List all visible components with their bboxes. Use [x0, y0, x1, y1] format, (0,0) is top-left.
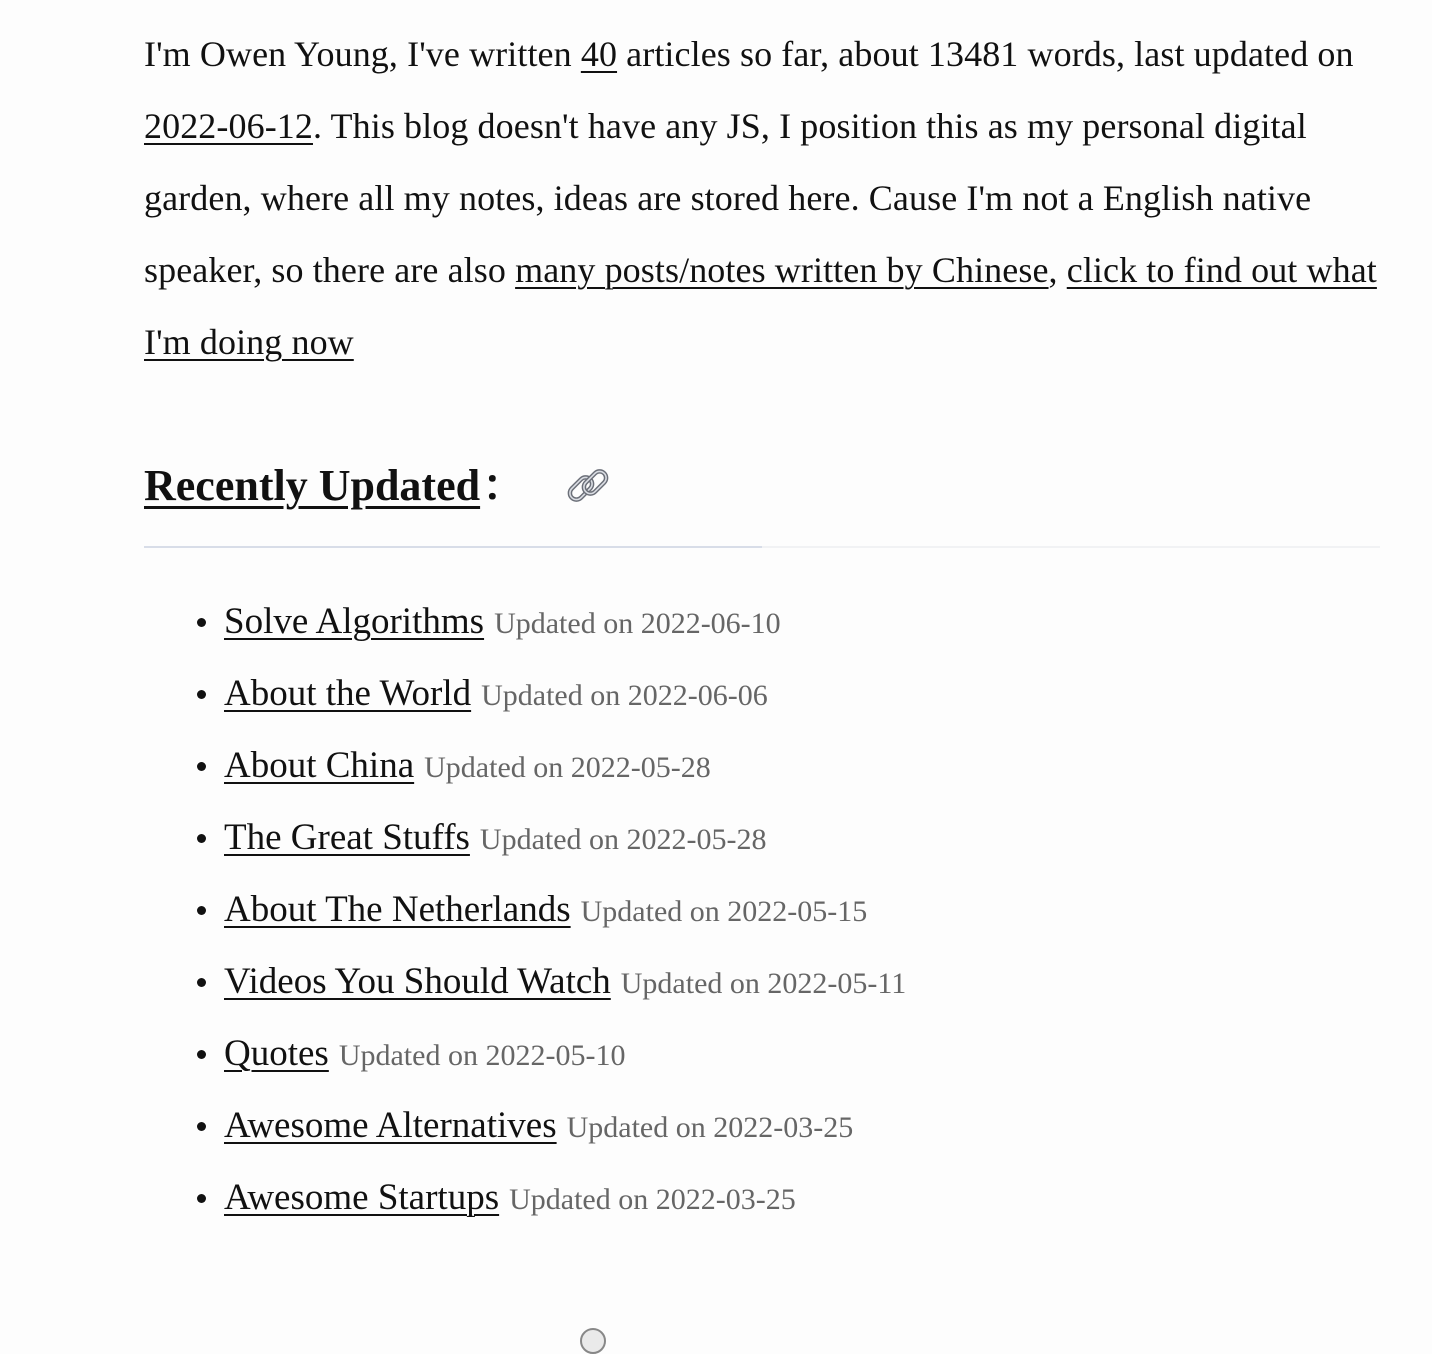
link-icon[interactable]: [564, 462, 612, 510]
post-link[interactable]: About The Netherlands: [224, 889, 571, 930]
chinese-posts-link[interactable]: many posts/notes written by Chinese: [515, 250, 1049, 290]
updated-date: Updated on 2022-05-28: [479, 823, 767, 856]
list-item: [144, 1090, 1384, 1162]
bullet-icon: [197, 618, 206, 627]
post-link[interactable]: Videos You Should Watch: [224, 961, 611, 1002]
intro-paragraph: [144, 18, 1384, 378]
updated-date: Updated on 2022-03-25: [566, 1111, 854, 1144]
article-count-link[interactable]: 40: [580, 34, 618, 74]
heading-colon: ：: [482, 461, 527, 510]
list-item: [144, 730, 1384, 802]
list-item: [144, 1018, 1384, 1090]
updated-date: Updated on 2022-06-06: [481, 679, 768, 712]
page-content: [144, 18, 1384, 1234]
post-link[interactable]: Quotes: [224, 1033, 329, 1074]
bullet-icon: [197, 978, 206, 987]
updated-date: Updated on 2022-03-25: [509, 1183, 796, 1216]
bullet-icon: [197, 762, 206, 771]
list-item: [144, 1162, 1384, 1234]
list-item: [144, 586, 1384, 658]
bullet-icon: [197, 1122, 206, 1131]
recently-updated-link[interactable]: Recently Updated: [144, 461, 481, 510]
post-link[interactable]: Awesome Alternatives: [224, 1105, 557, 1146]
intro-text-2: articles so far, about 13481 words, last updated on: [617, 34, 1354, 74]
last-updated-link[interactable]: 2022-06-12: [144, 106, 313, 146]
recently-updated-list: [144, 586, 1384, 1234]
intro-text-1: I'm Owen Young, I've written: [144, 34, 581, 74]
list-item: [144, 802, 1384, 874]
updated-date: Updated on 2022-05-11: [620, 967, 907, 1000]
bullet-icon: [197, 1050, 206, 1059]
link-icon-svg: [564, 462, 612, 510]
bullet-icon: [197, 1194, 206, 1203]
updated-date: Updated on 2022-05-10: [338, 1039, 626, 1072]
post-link[interactable]: About China: [224, 745, 415, 786]
next-section-icon: [580, 1328, 606, 1354]
updated-date: Updated on 2022-06-10: [494, 607, 781, 640]
bullet-icon: [197, 906, 206, 915]
post-link[interactable]: About the World: [224, 673, 472, 714]
updated-date: Updated on 2022-05-28: [424, 751, 711, 784]
intro-text-3: . This blog doesn't have any JS, I position this as my personal digital garden, where all my notes, ideas are stored here. Cause I'm not a English native speaker, so there are also: [144, 106, 1312, 290]
list-item: [144, 874, 1384, 946]
recently-updated-heading: [144, 458, 1384, 514]
intro-text-4: ,: [1048, 250, 1067, 290]
updated-date: Updated on 2022-05-15: [580, 895, 868, 928]
bullet-icon: [197, 690, 206, 699]
list-item: [144, 658, 1384, 730]
section-divider: [144, 546, 1380, 548]
post-link[interactable]: Solve Algorithms: [224, 601, 485, 642]
now-page-link[interactable]: click to find out what I'm doing now: [144, 250, 1377, 362]
post-link[interactable]: The Great Stuffs: [224, 817, 470, 858]
list-item: [144, 946, 1384, 1018]
bullet-icon: [197, 834, 206, 843]
post-link[interactable]: Awesome Startups: [224, 1177, 500, 1218]
